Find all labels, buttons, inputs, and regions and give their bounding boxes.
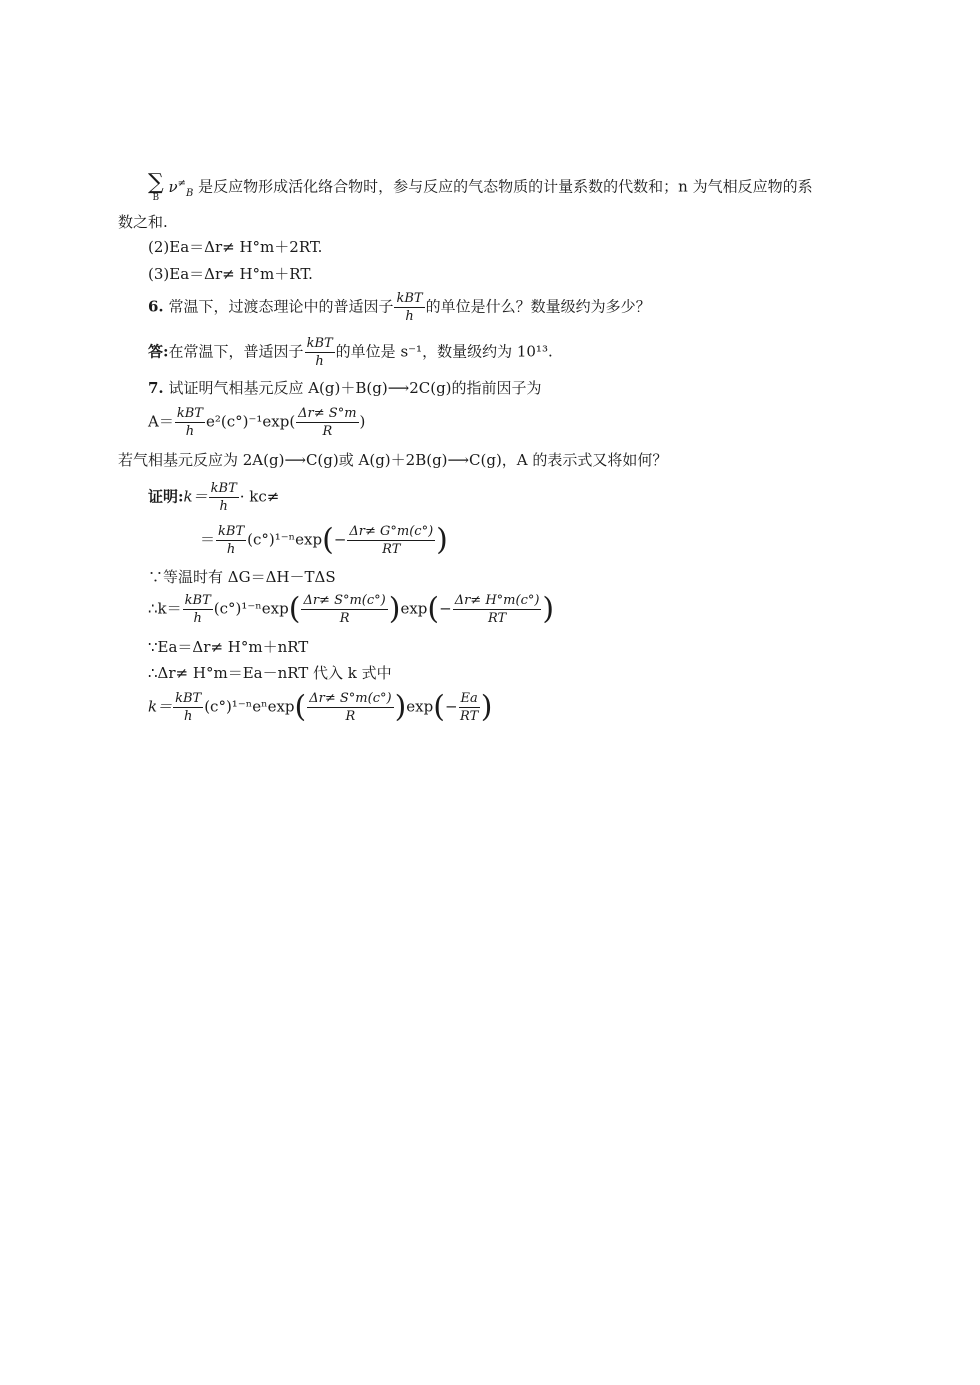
question-6-text-a: 常温下，过渡态理论中的普适因子	[168, 297, 394, 316]
proof-l7-inner-fraction-2: $\frac{Ea}{RT}$	[460, 691, 479, 724]
question-6-number: 6.	[148, 297, 164, 316]
question-6	[148, 292, 651, 323]
summation-symbol: ∑ B	[148, 170, 164, 203]
question-7-number: 7.	[148, 379, 164, 397]
equation-2: (2)Ea＝Δr≠ H°m＋2RT.	[148, 238, 323, 256]
answer-6-fraction: $\frac{\text{kBT}}{h}$	[306, 336, 333, 369]
proof-line-1: 证明:k＝ $\frac{\text{kBT}}{h}$ · kc≠	[148, 481, 280, 514]
equation-3: (3)Ea＝Δr≠ H°m＋RT.	[148, 265, 313, 283]
nu-symbol: $\nu^\ne_B$	[168, 177, 194, 199]
formula-fraction-entropy: $\frac{\Delta r\ne S^\circ m}{R}$	[298, 406, 357, 439]
formula-fraction-kbt-h: $\frac{\text{kBT}}{h}$	[176, 406, 203, 439]
answer-6	[148, 337, 553, 368]
proof-l2-fraction: $\frac{\text{kBT}}{h}$	[218, 524, 245, 557]
question-7-text: 试证明气相基元反应 A(g)＋B(g)⟶2C(g)的指前因子为	[168, 379, 542, 397]
question-6-fraction: $\frac{\text{kBT}}{h}$	[396, 291, 423, 324]
answer-6-text-b: 的单位是 s⁻¹，数量级约为 10¹³.	[335, 342, 553, 361]
proof-l7-inner-fraction-1: $\frac{\Delta r\ne S^\circ m(c^\circ)}{R}$	[309, 691, 392, 724]
proof-line-4: ∴k＝ $\frac{\text{kBT}}{h}$ (c°)¹⁻ⁿexp( $\frac{\Delta r\ne S^\circ m(c^\circ)}{R}$ )exp(− $\frac{\Delta r\ne H^\circ m(c^\circ)}{RT}$ )	[148, 591, 555, 627]
proof-l1-fraction: $\frac{\text{kBT}}{h}$	[210, 481, 237, 514]
proof-l4-inner-fraction-2: $\frac{\Delta r\ne H^\circ m(c^\circ)}{RT}$	[454, 593, 540, 626]
question-7-formula: A＝ $\frac{\text{kBT}}{h}$ e²(c°)⁻¹exp( $\frac{\Delta r\ne S^\circ m}{R}$ )	[148, 406, 366, 439]
proof-l4-inner-fraction-1: $\frac{\Delta r\ne S^\circ m(c^\circ)}{R}$	[303, 593, 386, 626]
question-7-text-2: 若气相基元反应为 2A(g)⟶C(g)或 A(g)＋2B(g)⟶C(g)，A 的表示式又将如何？	[118, 451, 668, 469]
sum-definition-continuation: 数之和.	[118, 213, 168, 231]
sum-definition-text: 是反应物形成活化络合物时，参与反应的气态物质的计量系数的代数和；n 为气相反应物的系	[198, 177, 813, 196]
proof-line-2: ＝ $\frac{\text{kBT}}{h}$ (c°)¹⁻ⁿexp(− $\frac{\Delta r\ne G^\circ m(c^\circ)}{RT}$ )	[200, 522, 448, 558]
proof-line-3: ∵等温时有 ΔG＝ΔH－TΔS	[148, 568, 336, 586]
proof-label: 证明:	[148, 487, 184, 506]
proof-line-5: ∵Ea＝Δr≠ H°m＋nRT	[148, 638, 309, 656]
question-7	[148, 381, 542, 396]
proof-line-7: k＝ $\frac{\text{kBT}}{h}$ (c°)¹⁻ⁿeⁿexp( $\frac{\Delta r\ne S^\circ m(c^\circ)}{R}$ )exp(− $\frac{Ea}{RT}$ )	[148, 689, 493, 725]
question-6-text-b: 的单位是什么？数量级约为多少？	[425, 297, 651, 316]
answer-6-text-a: 在常温下，普适因子	[168, 342, 304, 361]
answer-6-label: 答:	[148, 342, 169, 361]
proof-line-6: ∴Δr≠ H°m＝Ea－nRT 代入 k 式中	[148, 664, 392, 682]
sum-definition-line	[148, 172, 813, 203]
proof-l7-fraction: $\frac{\text{kBT}}{h}$	[175, 691, 202, 724]
proof-l4-fraction: $\frac{\text{kBT}}{h}$	[184, 593, 211, 626]
proof-l2-inner-fraction: $\frac{\Delta r\ne G^\circ m(c^\circ)}{RT}$	[349, 524, 434, 557]
